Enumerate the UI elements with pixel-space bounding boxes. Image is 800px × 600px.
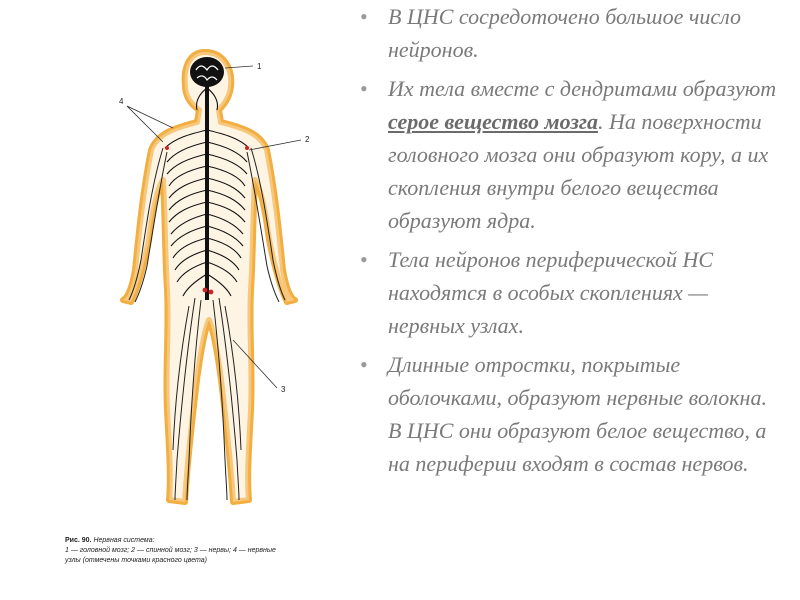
bullet-text-after: . На поверхности головного мозга они образуют кору, а их скопления внутри белого вещества образуют ядра. bbox=[388, 109, 769, 233]
nervous-system-figure bbox=[55, 30, 335, 575]
label-ganglia: 4 bbox=[119, 97, 124, 106]
caption-line-1 bbox=[65, 536, 335, 546]
caption-line-2: 1 — головной мозг; 2 — спинной мозг; 3 — нервы; 4 — нервные bbox=[65, 547, 276, 554]
label-spinal-cord: 2 bbox=[305, 135, 310, 144]
caption-line-3: узлы (отмечены точками красного цвета) bbox=[65, 557, 208, 564]
bullet-text: Тела нейронов периферической НС находятся в особых скоплениях — нервных узлах. bbox=[388, 247, 714, 338]
figure-caption bbox=[65, 536, 335, 566]
bullet-item bbox=[358, 72, 778, 237]
bullet-item bbox=[358, 243, 778, 342]
bullet-text: Длинные отростки, покрытые оболочками, образуют нервные волокна. В ЦНС они образуют белое вещество, а на периферии входят в состав нервов. bbox=[388, 352, 767, 476]
caption-title: Рис. 90. bbox=[65, 537, 92, 544]
brain bbox=[190, 57, 224, 87]
label-nerves: 3 bbox=[281, 385, 286, 394]
bullet-text: В ЦНС сосредоточено большое число нейронов. bbox=[388, 4, 742, 62]
bullet-text-before: Их тела вместе с дендритами образуют bbox=[388, 76, 777, 101]
label-brain: 1 bbox=[257, 62, 262, 71]
body-illustration bbox=[55, 30, 335, 530]
bullet-item bbox=[358, 0, 778, 66]
caption-title-rest: Нервная система: bbox=[93, 537, 155, 544]
grey-matter-term: серое вещество мозга bbox=[388, 109, 599, 134]
bullet-item bbox=[358, 348, 778, 480]
bullet-list bbox=[358, 0, 778, 486]
